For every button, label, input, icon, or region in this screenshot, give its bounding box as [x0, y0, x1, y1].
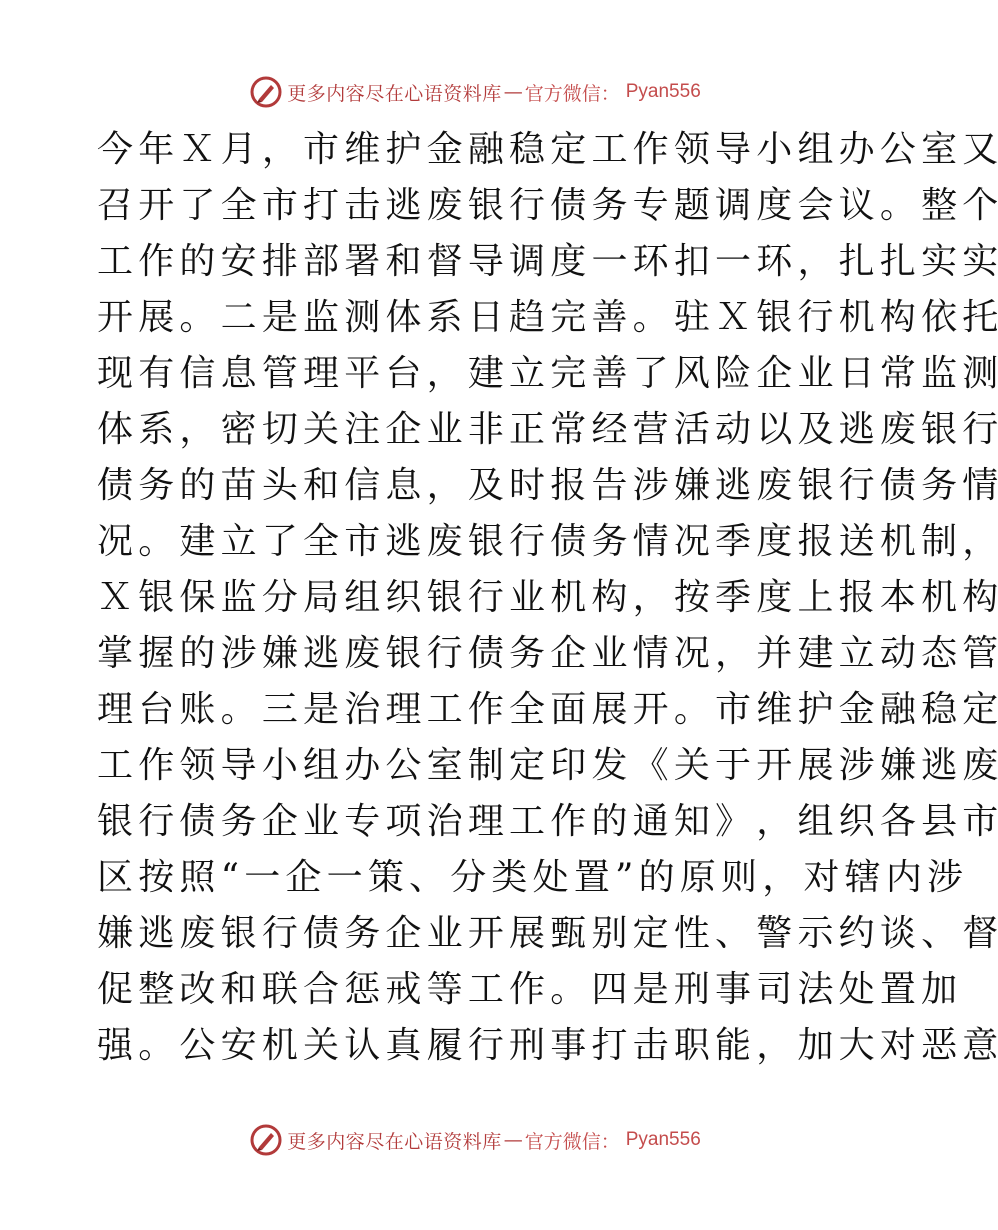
banner-wechat-label: 官方微信：	[524, 82, 620, 105]
text-line: 债 务 的 苗 头 和 信 息 ， 及 时 报 告 涉 嫌 逃 废 银 行 债 务 情	[97, 465, 998, 506]
text-line: 强 。 公 安 机 关 认 真 履 行 刑 事 打 击 职 能 ， 加 大 对 恶 意	[97, 1025, 998, 1066]
banner-text: 更多内容尽在心语资料库	[287, 1130, 502, 1153]
text-line: 理 台 账 。 三 是 治 理 工 作 全 面 展 开 。 市 维 护 金 融 稳 定	[97, 689, 998, 730]
banner-wechat-label: 官方微信：	[524, 1130, 620, 1153]
text-line: 召 开 了 全 市 打 击 逃 废 银 行 债 务 专 题 调 度 会 议 。 整 个	[97, 185, 998, 226]
header-banner	[0, 72, 950, 112]
banner-handle: Pyan556	[625, 81, 701, 102]
text-line: 现 有 信 息 管 理 平 台 ， 建 立 完 善 了 风 险 企 业 日 常 监 测	[97, 353, 998, 394]
pen-logo-icon	[249, 75, 283, 109]
pen-logo-icon	[249, 1123, 283, 1157]
text-line: 今 年 Ｘ 月 ， 市 维 护 金 融 稳 定 工 作 领 导 小 组 办 公 室 又	[97, 129, 998, 170]
banner-text: 更多内容尽在心语资料库	[287, 82, 502, 105]
banner-dash: —	[503, 1129, 523, 1151]
text-line: 开 展 。 二 是 监 测 体 系 日 趋 完 善 。 驻 Ｘ 银 行 机 构 依 托	[97, 297, 998, 338]
text-line: 促 整 改 和 联 合 惩 戒 等 工 作 。 四 是 刑 事 司 法 处 置 加	[97, 969, 958, 1010]
text-line: 掌 握 的 涉 嫌 逃 废 银 行 债 务 企 业 情 况 ， 并 建 立 动 态 管	[97, 633, 998, 674]
text-line: Ｘ 银 保 监 分 局 组 织 银 行 业 机 构 ， 按 季 度 上 报 本 机 构	[97, 577, 998, 618]
text-line: 工 作 的 安 排 部 署 和 督 导 调 度 一 环 扣 一 环 ， 扎 扎 实 实	[97, 241, 998, 282]
text-line: 况 。 建 立 了 全 市 逃 废 银 行 债 务 情 况 季 度 报 送 机 制 ，	[97, 521, 998, 562]
text-line: 区 按 照 “ 一 企 一 策 、 分 类 处 置 ” 的 原 则 ， 对 辖 内 涉	[97, 857, 964, 898]
text-line: 体 系 ， 密 切 关 注 企 业 非 正 常 经 营 活 动 以 及 逃 废 银 行	[97, 409, 998, 450]
text-line: 工 作 领 导 小 组 办 公 室 制 定 印 发 《 关 于 开 展 涉 嫌 逃 废	[97, 745, 998, 786]
banner-handle: Pyan556	[625, 1129, 701, 1150]
text-line: 银 行 债 务 企 业 专 项 治 理 工 作 的 通 知 》 ， 组 织 各 县 市	[97, 801, 998, 842]
footer-banner	[0, 1120, 950, 1160]
text-line: 嫌 逃 废 银 行 债 务 企 业 开 展 甄 别 定 性 、 警 示 约 谈 、 督	[97, 913, 998, 954]
banner-dash: —	[503, 81, 523, 103]
body-paragraph	[97, 122, 998, 1074]
